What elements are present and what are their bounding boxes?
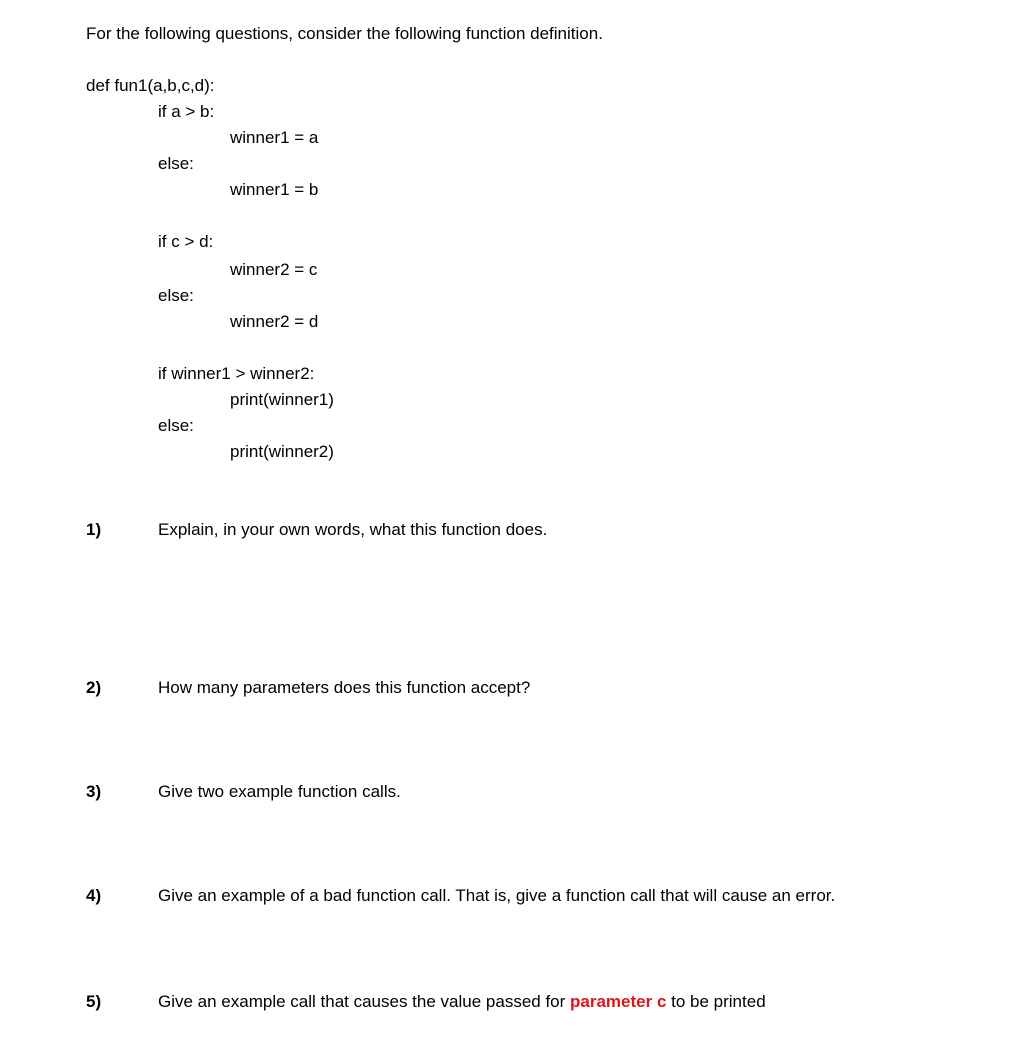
code-def-line: def fun1(a,b,c,d): xyxy=(86,76,215,95)
question-3-text: Give two example function calls. xyxy=(158,782,401,801)
question-4-text: Give an example of a bad function call. That is, give a function call that will cause an error. xyxy=(158,886,836,905)
code-print-winner2: print(winner2) xyxy=(230,442,334,461)
code-if-c-d: if c > d: xyxy=(158,232,214,251)
question-5-text-after: to be printed xyxy=(666,992,766,1011)
question-5-text xyxy=(158,992,766,1012)
code-print-winner1: print(winner1) xyxy=(230,390,334,409)
code-else-2: else: xyxy=(158,286,194,305)
code-if-winners: if winner1 > winner2: xyxy=(158,364,315,383)
code-winner2-d: winner2 = d xyxy=(230,312,319,331)
question-5-highlight: parameter c xyxy=(570,992,667,1011)
question-5-text-before: Give an example call that causes the value passed for xyxy=(158,992,571,1011)
code-else-1: else: xyxy=(158,154,194,173)
question-4-number: 4) xyxy=(86,886,102,905)
code-winner1-b: winner1 = b xyxy=(230,180,319,199)
code-else-3: else: xyxy=(158,416,194,435)
question-2-number: 2) xyxy=(86,678,102,697)
intro-text: For the following questions, consider the following function definition. xyxy=(86,24,603,43)
code-if-a-b: if a > b: xyxy=(158,102,215,121)
question-1-number: 1) xyxy=(86,520,102,539)
question-1-text: Explain, in your own words, what this function does. xyxy=(158,520,548,539)
question-2-text: How many parameters does this function accept? xyxy=(158,678,531,697)
question-5-number: 5) xyxy=(86,992,102,1011)
code-winner1-a: winner1 = a xyxy=(230,128,319,147)
code-winner2-c: winner2 = c xyxy=(230,260,318,279)
question-3-number: 3) xyxy=(86,782,102,801)
